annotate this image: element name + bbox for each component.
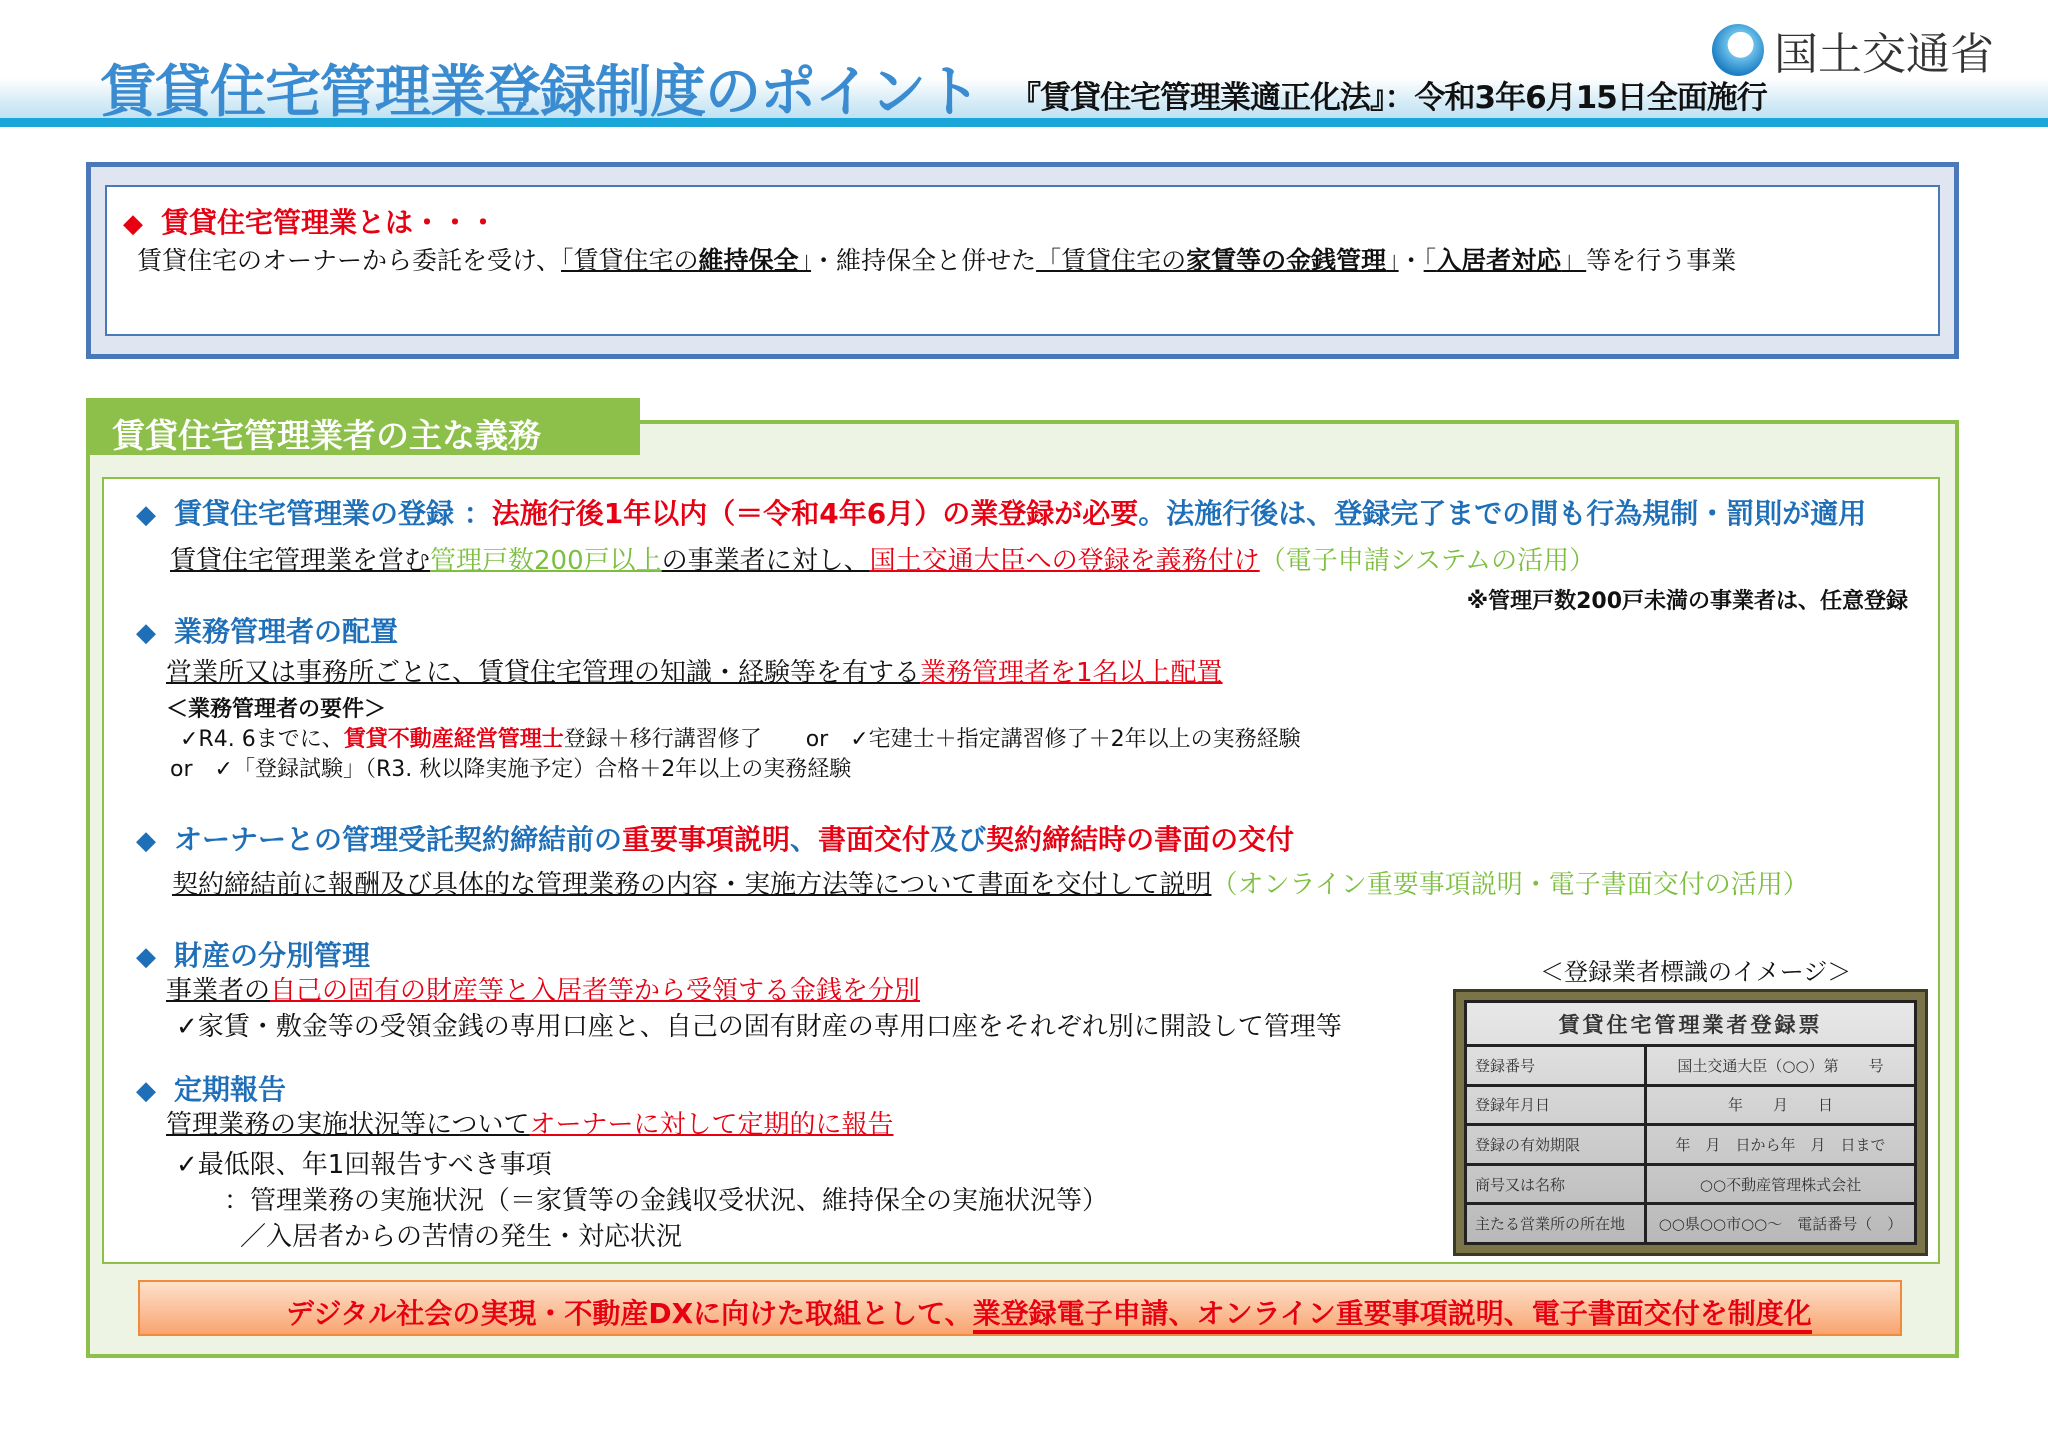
sign-value: 年 月 日 — [1646, 1085, 1916, 1125]
duty-line — [166, 1104, 894, 1141]
duty-line — [1467, 584, 1908, 615]
text-segment: ✓最低限、年1回報告すべき事項 — [176, 1150, 552, 1180]
duty-line — [180, 722, 1301, 753]
text-segment: 。法施行後は、登録完了までの間も行為規制・罰則が適用 — [1138, 497, 1867, 530]
text-segment: 事業者の — [166, 976, 271, 1006]
text-segment: ／入居者からの苦情の発生・対応状況 — [240, 1222, 683, 1252]
text-segment: 自己の固有の財産等と入居者等から受領する金銭を分別 — [270, 976, 921, 1006]
intro-heading-text: 賃貸住宅管理業とは・・・ — [161, 206, 498, 239]
text-segment: ・維持保全と併せた — [811, 246, 1037, 275]
intro-heading — [123, 201, 497, 241]
sign-value: 年 月 日から年 月 日まで — [1646, 1125, 1916, 1165]
sign-row — [1466, 1046, 1916, 1086]
diamond-icon: ◆ — [136, 618, 156, 648]
page-subtitle: 『賃貸住宅管理業適正化法』：令和3年6月15日全面施行 — [1010, 80, 1767, 116]
intro-box — [86, 162, 1959, 359]
sign-label: 主たる営業所の所在地 — [1466, 1204, 1646, 1244]
sign-row — [1466, 1125, 1916, 1165]
text-segment: ・ — [1398, 246, 1424, 275]
dx-banner — [138, 1280, 1902, 1336]
text-segment: 「賃貸住宅の — [1036, 246, 1187, 275]
sign-value: ○○不動産管理株式会社 — [1646, 1164, 1916, 1204]
diamond-icon: ◆ — [123, 209, 143, 239]
duty-heading — [136, 818, 1294, 858]
text-segment: 家賃等の金銭管理 — [1186, 246, 1387, 275]
duties-tab: 賃貸住宅管理業者の主な義務 — [86, 398, 640, 455]
text-segment: ＜業務管理者の要件＞ — [166, 697, 387, 722]
text-segment: 契約締結前に報酬及び具体的な管理業務の内容・実施方法等について書面を交付して説明 — [172, 870, 1212, 900]
duty-line — [170, 540, 1595, 577]
text-segment: ：管理業務の実施状況（＝家賃等の金銭収受状況、維持保全の実施状況等） — [224, 1186, 1109, 1216]
text-segment: 等を行う事業 — [1586, 246, 1737, 275]
diamond-icon: ◆ — [136, 1076, 156, 1106]
dx-banner-text: デジタル社会の実現・不動産DXに向けた取組として、 — [286, 1297, 973, 1330]
text-segment: オーナーに対して定期的に報告 — [529, 1110, 894, 1140]
text-segment: ✓家賃・敷金等の受領金銭の専用口座と、自己の固有財産の専用口座をそれぞれ別に開設して管理等 — [176, 1012, 1342, 1042]
text-segment: 」 — [798, 246, 812, 275]
duty-line — [172, 864, 1809, 901]
duty-heading — [136, 1068, 286, 1108]
duty-line — [166, 692, 386, 723]
text-segment: 」 — [1386, 246, 1399, 275]
text-segment: 入居者対応 — [1436, 246, 1562, 275]
text-segment: 賃貸住宅のオーナーから委託を受け、 — [137, 246, 562, 275]
duty-line — [240, 1216, 682, 1253]
text-segment: 財産の分別管理 — [174, 939, 371, 972]
duty-line — [176, 1144, 552, 1181]
duty-heading — [136, 610, 398, 650]
duty-line — [170, 752, 851, 783]
sign-label: 商号又は名称 — [1466, 1164, 1646, 1204]
duty-line — [224, 1180, 1108, 1217]
text-segment: 管理業務の実施状況等について — [166, 1110, 530, 1140]
text-segment: or ✓「登録試験」（R3. 秋以降実施予定）合格＋2年以上の実務経験 — [170, 757, 852, 782]
text-segment: ※管理戸数200戸未満の事業者は、任意登録 — [1466, 589, 1908, 614]
text-segment: の事業者に対し、 — [661, 546, 870, 576]
page-title: 賃貸住宅管理業登録制度のポイント — [100, 60, 980, 125]
text-segment: 登録＋移行講習修了 or ✓宅建士＋指定講習修了＋2年以上の実務経験 — [563, 727, 1301, 752]
text-segment: 契約締結時の書面の交付 — [986, 823, 1295, 856]
sign-value: 国土交通大臣（○○）第 号 — [1646, 1046, 1916, 1086]
text-segment: オーナーとの管理受託契約締結前の — [174, 823, 623, 856]
text-segment: 重要事項説明 — [622, 823, 791, 856]
logo-text: 国土交通省 — [1774, 29, 1994, 80]
diamond-icon: ◆ — [136, 826, 156, 856]
diamond-icon: ◆ — [136, 500, 156, 530]
text-segment: 管理戸数200戸以上 — [430, 546, 662, 576]
dx-banner-highlight: 業登録電子申請、オンライン重要事項説明、電子書面交付を制度化 — [973, 1297, 1812, 1334]
registration-sign-image — [1453, 989, 1928, 1256]
text-segment: 「賃貸住宅の — [561, 246, 699, 275]
duty-heading — [136, 934, 370, 974]
intro-body — [137, 241, 1736, 277]
sign-row — [1466, 1085, 1916, 1125]
text-segment: ✓R4. 6までに、 — [180, 727, 344, 752]
text-segment: 業務管理者の配置 — [174, 615, 399, 648]
duty-line — [166, 652, 1223, 689]
text-segment: （オンライン重要事項説明・電子書面交付の活用） — [1211, 870, 1809, 900]
mlit-logo-icon — [1712, 24, 1764, 76]
text-segment: 国土交通大臣への登録を義務付け — [869, 546, 1260, 576]
sign-label: 登録番号 — [1466, 1046, 1646, 1086]
sign-value: ○○県○○市○○～ 電話番号（ ） — [1646, 1204, 1916, 1244]
text-segment: 「 — [1423, 246, 1437, 275]
text-segment: 定期報告 — [174, 1073, 287, 1106]
sign-row — [1466, 1204, 1916, 1244]
text-segment: 維持保全 — [698, 246, 799, 275]
sign-label: 登録の有効期限 — [1466, 1125, 1646, 1165]
sign-label: 登録年月日 — [1466, 1085, 1646, 1125]
duty-line — [166, 970, 920, 1007]
diamond-icon: ◆ — [136, 942, 156, 972]
mlit-logo — [1712, 18, 1994, 82]
text-segment: 」 — [1561, 246, 1587, 275]
text-segment: 法施行後1年以内（＝令和4年6月）の業登録が必要 — [491, 497, 1139, 530]
text-segment: （電子申請システムの活用） — [1259, 546, 1596, 576]
sign-row — [1466, 1164, 1916, 1204]
text-segment: 書面交付 — [818, 823, 931, 856]
text-segment: 業務管理者を1名以上配置 — [920, 658, 1223, 688]
text-segment: 営業所又は事務所ごとに、賃貸住宅管理の知識・経験等を有する — [166, 658, 921, 688]
duty-heading — [136, 492, 1866, 532]
text-segment: 及び — [930, 823, 987, 856]
text-segment: 賃貸不動産経営管理士 — [343, 727, 564, 752]
duty-line — [176, 1006, 1342, 1043]
text-segment: 賃貸住宅管理業の登録 ： — [174, 497, 492, 530]
text-segment: 賃貸住宅管理業を営む — [170, 546, 431, 576]
sign-title: 賃貸住宅管理業者登録票 — [1466, 1002, 1916, 1046]
text-segment: 、 — [790, 823, 819, 856]
sign-caption: ＜登録業者標識のイメージ＞ — [1540, 958, 1852, 986]
